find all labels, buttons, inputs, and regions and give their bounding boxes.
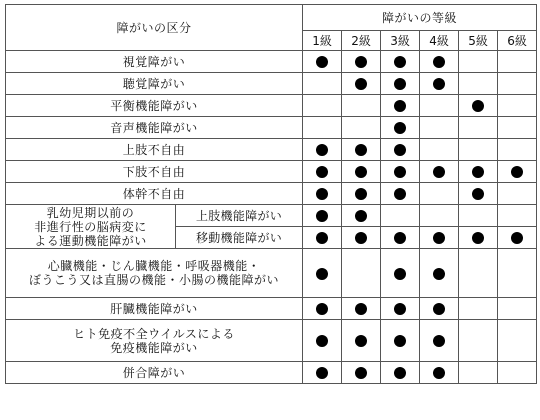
grade-3-cell: [381, 298, 420, 320]
group-label-line: 非進行性の脳病変に: [34, 219, 147, 234]
grade-5-cell: [459, 117, 498, 139]
applicable-mark: [394, 122, 406, 134]
applicable-mark: [394, 56, 406, 68]
applicable-mark: [316, 144, 328, 156]
row-label-combined: 併合障がい: [6, 362, 303, 384]
grade-2-cell: [342, 139, 381, 161]
grade-4-cell: [420, 362, 459, 384]
row-label-internal-organs: [6, 249, 303, 298]
applicable-mark: [316, 268, 328, 280]
grade-6-cell: [498, 298, 537, 320]
grade-1-header: 1級: [303, 31, 342, 51]
grade-6-cell: [498, 139, 537, 161]
grade-5-cell: [459, 205, 498, 227]
table-row: [6, 205, 537, 227]
table-row: [6, 51, 537, 73]
table-row: [6, 298, 537, 320]
applicable-mark: [472, 188, 484, 200]
grade-3-cell: [381, 249, 420, 298]
disability-grade-table-container: [5, 4, 537, 384]
grade-2-cell: [342, 362, 381, 384]
grade-4-cell: [420, 183, 459, 205]
grade-1-cell: [303, 139, 342, 161]
row-label-lower-limb: 下肢不自由: [6, 161, 303, 183]
grade-2-cell: [342, 320, 381, 362]
applicable-mark: [355, 56, 367, 68]
category-header: 障がいの区分: [6, 5, 303, 51]
applicable-mark: [472, 166, 484, 178]
grade-3-cell: [381, 95, 420, 117]
grade-6-cell: [498, 51, 537, 73]
grade-1-cell: [303, 95, 342, 117]
grade-4-cell: [420, 227, 459, 249]
grade-4-cell: [420, 95, 459, 117]
grade-4-cell: [420, 117, 459, 139]
grade-2-cell: [342, 117, 381, 139]
row-label-trunk: 体幹不自由: [6, 183, 303, 205]
grade-2-cell: [342, 227, 381, 249]
grade-2-cell: [342, 95, 381, 117]
applicable-mark: [355, 78, 367, 90]
grade-5-header: 5級: [459, 31, 498, 51]
grade-3-cell: [381, 51, 420, 73]
grade-1-cell: [303, 320, 342, 362]
grade-2-header: 2級: [342, 31, 381, 51]
header-row: [6, 5, 537, 31]
applicable-mark: [316, 56, 328, 68]
grade-5-cell: [459, 161, 498, 183]
applicable-mark: [511, 166, 523, 178]
grade-3-cell: [381, 161, 420, 183]
grade-1-cell: [303, 298, 342, 320]
grade-4-cell: [420, 320, 459, 362]
row-label-mobility-function: 移動機能障がい: [176, 227, 303, 249]
applicable-mark: [316, 232, 328, 244]
table-row: [6, 73, 537, 95]
row-label-line: ぼうこう又は直腸の機能・小腸の機能障がい: [29, 273, 280, 287]
grade-5-cell: [459, 249, 498, 298]
applicable-mark: [355, 335, 367, 347]
row-label-liver: 肝臓機能障がい: [6, 298, 303, 320]
applicable-mark: [316, 188, 328, 200]
grade-5-cell: [459, 227, 498, 249]
table-row: [6, 183, 537, 205]
grade-3-cell: [381, 362, 420, 384]
grade-1-cell: [303, 362, 342, 384]
grade-1-cell: [303, 117, 342, 139]
grade-4-cell: [420, 249, 459, 298]
grade-2-cell: [342, 51, 381, 73]
grade-1-cell: [303, 161, 342, 183]
row-label-line: ヒト免疫不全ウイルスによる: [73, 326, 235, 341]
grade-5-cell: [459, 183, 498, 205]
row-label-hiv-immune: [6, 320, 303, 362]
applicable-mark: [433, 56, 445, 68]
row-label-line: 免疫機能障がい: [110, 340, 198, 355]
applicable-mark: [433, 367, 445, 379]
grade-5-cell: [459, 139, 498, 161]
grade-6-cell: [498, 362, 537, 384]
applicable-mark: [433, 303, 445, 315]
grade-4-cell: [420, 205, 459, 227]
grade-4-header: 4級: [420, 31, 459, 51]
grade-3-cell: [381, 227, 420, 249]
grade-3-cell: [381, 320, 420, 362]
group-label-cerebral-lesion: [6, 205, 176, 249]
row-label-upper-limb-function: 上肢機能障がい: [176, 205, 303, 227]
table-row: [6, 161, 537, 183]
applicable-mark: [472, 232, 484, 244]
grade-6-cell: [498, 320, 537, 362]
applicable-mark: [394, 144, 406, 156]
table-row: [6, 320, 537, 362]
grade-header: 障がいの等級: [303, 5, 537, 31]
applicable-mark: [394, 188, 406, 200]
grade-5-cell: [459, 73, 498, 95]
grade-2-cell: [342, 298, 381, 320]
table-row: [6, 362, 537, 384]
applicable-mark: [316, 166, 328, 178]
applicable-mark: [316, 335, 328, 347]
applicable-mark: [394, 78, 406, 90]
table-row: [6, 117, 537, 139]
applicable-mark: [472, 100, 484, 112]
applicable-mark: [433, 166, 445, 178]
group-label-line: 乳幼児期以前の: [46, 205, 135, 220]
grade-3-cell: [381, 73, 420, 95]
grade-6-header: 6級: [498, 31, 537, 51]
applicable-mark: [355, 367, 367, 379]
grade-6-cell: [498, 161, 537, 183]
grade-6-cell: [498, 95, 537, 117]
disability-grade-table: [5, 4, 537, 384]
table-row: [6, 249, 537, 298]
applicable-mark: [394, 335, 406, 347]
applicable-mark: [355, 188, 367, 200]
applicable-mark: [394, 268, 406, 280]
grade-4-cell: [420, 73, 459, 95]
grade-2-cell: [342, 205, 381, 227]
grade-1-cell: [303, 249, 342, 298]
applicable-mark: [394, 367, 406, 379]
grade-4-cell: [420, 298, 459, 320]
applicable-mark: [394, 166, 406, 178]
grade-1-cell: [303, 227, 342, 249]
grade-4-cell: [420, 139, 459, 161]
grade-2-cell: [342, 249, 381, 298]
grade-1-cell: [303, 205, 342, 227]
row-label-upper-limb: 上肢不自由: [6, 139, 303, 161]
applicable-mark: [316, 303, 328, 315]
grade-3-cell: [381, 183, 420, 205]
applicable-mark: [394, 100, 406, 112]
grade-3-header: 3級: [381, 31, 420, 51]
applicable-mark: [355, 166, 367, 178]
applicable-mark: [394, 232, 406, 244]
grade-5-cell: [459, 362, 498, 384]
table-row: [6, 139, 537, 161]
grade-4-cell: [420, 51, 459, 73]
grade-5-cell: [459, 298, 498, 320]
grade-4-cell: [420, 161, 459, 183]
grade-3-cell: [381, 139, 420, 161]
group-label-line: よる運動機能障がい: [34, 233, 147, 248]
grade-5-cell: [459, 51, 498, 73]
applicable-mark: [355, 210, 367, 222]
applicable-mark: [433, 335, 445, 347]
grade-2-cell: [342, 73, 381, 95]
grade-6-cell: [498, 227, 537, 249]
grade-1-cell: [303, 183, 342, 205]
row-label-line: 心臓機能・じん臓機能・呼吸器機能・: [47, 259, 261, 273]
applicable-mark: [355, 232, 367, 244]
grade-2-cell: [342, 183, 381, 205]
applicable-mark: [316, 210, 328, 222]
grade-6-cell: [498, 205, 537, 227]
grade-1-cell: [303, 51, 342, 73]
grade-2-cell: [342, 161, 381, 183]
row-label-balance: 平衡機能障がい: [6, 95, 303, 117]
applicable-mark: [433, 232, 445, 244]
applicable-mark: [511, 232, 523, 244]
row-label-voice: 音声機能障がい: [6, 117, 303, 139]
grade-1-cell: [303, 73, 342, 95]
applicable-mark: [394, 303, 406, 315]
row-label-hearing: 聴覚障がい: [6, 73, 303, 95]
applicable-mark: [316, 367, 328, 379]
applicable-mark: [355, 144, 367, 156]
row-label-visual: 視覚障がい: [6, 51, 303, 73]
grade-5-cell: [459, 95, 498, 117]
applicable-mark: [433, 268, 445, 280]
grade-6-cell: [498, 183, 537, 205]
applicable-mark: [355, 303, 367, 315]
grade-3-cell: [381, 205, 420, 227]
grade-6-cell: [498, 117, 537, 139]
grade-5-cell: [459, 320, 498, 362]
grade-6-cell: [498, 73, 537, 95]
grade-3-cell: [381, 117, 420, 139]
table-row: [6, 95, 537, 117]
grade-6-cell: [498, 249, 537, 298]
applicable-mark: [433, 78, 445, 90]
